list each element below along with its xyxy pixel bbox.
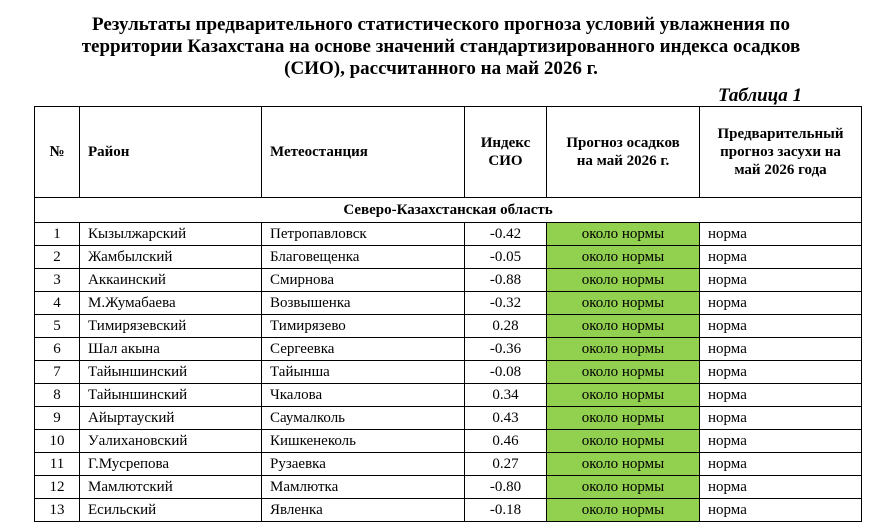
- row-index: -0.32: [465, 292, 547, 315]
- table-row: [35, 223, 862, 246]
- row-drought: норма: [700, 407, 862, 430]
- row-num: 7: [35, 361, 80, 384]
- row-forecast: около нормы: [547, 430, 700, 453]
- row-index: -0.18: [465, 499, 547, 522]
- row-drought: норма: [700, 499, 862, 522]
- row-index: 0.28: [465, 315, 547, 338]
- header-drought-line3: май 2026 года: [734, 162, 827, 178]
- row-drought: норма: [700, 453, 862, 476]
- row-district: Кызылжарский: [80, 223, 262, 246]
- row-index: -0.88: [465, 269, 547, 292]
- row-forecast: около нормы: [547, 292, 700, 315]
- header-index-line2: СИО: [488, 153, 523, 169]
- row-district: Жамбылский: [80, 246, 262, 269]
- header-index: [465, 107, 547, 198]
- row-num: 3: [35, 269, 80, 292]
- header-drought-line2: прогноз засухи на: [720, 144, 841, 160]
- row-index: 0.46: [465, 430, 547, 453]
- row-num: 1: [35, 223, 80, 246]
- row-num: 2: [35, 246, 80, 269]
- row-drought: норма: [700, 338, 862, 361]
- document-title: [0, 14, 882, 80]
- row-forecast: около нормы: [547, 246, 700, 269]
- row-drought: норма: [700, 384, 862, 407]
- row-station: Мамлютка: [262, 476, 465, 499]
- row-station: Явленка: [262, 499, 465, 522]
- row-district: Шал акына: [80, 338, 262, 361]
- row-index: -0.80: [465, 476, 547, 499]
- header-num: №: [35, 107, 80, 198]
- table-row: [35, 407, 862, 430]
- row-forecast: около нормы: [547, 499, 700, 522]
- region-row: [35, 198, 862, 223]
- table-row: [35, 315, 862, 338]
- row-num: 11: [35, 453, 80, 476]
- row-district: М.Жумабаева: [80, 292, 262, 315]
- title-line-3: (СИО), рассчитанного на май 2026 г.: [284, 58, 598, 79]
- row-forecast: около нормы: [547, 338, 700, 361]
- row-forecast: около нормы: [547, 384, 700, 407]
- row-drought: норма: [700, 315, 862, 338]
- header-forecast: [547, 107, 700, 198]
- row-num: 4: [35, 292, 80, 315]
- row-num: 12: [35, 476, 80, 499]
- row-forecast: около нормы: [547, 453, 700, 476]
- row-station: Смирнова: [262, 269, 465, 292]
- header-drought: [700, 107, 862, 198]
- region-name: Северо-Казахстанская область: [35, 198, 862, 223]
- row-index: 0.43: [465, 407, 547, 430]
- row-forecast: около нормы: [547, 407, 700, 430]
- row-station: Кишкенеколь: [262, 430, 465, 453]
- table-row: [35, 292, 862, 315]
- row-index: -0.08: [465, 361, 547, 384]
- row-district: Уалихановский: [80, 430, 262, 453]
- table-row: [35, 384, 862, 407]
- row-station: Чкалова: [262, 384, 465, 407]
- row-district: Тимирязевский: [80, 315, 262, 338]
- row-district: Тайыншинский: [80, 361, 262, 384]
- header-row: [35, 107, 862, 198]
- row-station: Тайынша: [262, 361, 465, 384]
- row-station: Саумалколь: [262, 407, 465, 430]
- row-index: 0.27: [465, 453, 547, 476]
- table-caption: Таблица 1: [717, 85, 802, 106]
- row-forecast: около нормы: [547, 223, 700, 246]
- row-station: Сергеевка: [262, 338, 465, 361]
- table-row: [35, 269, 862, 292]
- header-index-line1: Индекс: [480, 135, 531, 151]
- row-drought: норма: [700, 223, 862, 246]
- header-district: Район: [80, 107, 262, 198]
- table-row: [35, 361, 862, 384]
- row-num: 10: [35, 430, 80, 453]
- row-forecast: около нормы: [547, 269, 700, 292]
- row-index: -0.42: [465, 223, 547, 246]
- row-district: Есильский: [80, 499, 262, 522]
- row-num: 6: [35, 338, 80, 361]
- table-row: [35, 246, 862, 269]
- row-station: Возвышенка: [262, 292, 465, 315]
- row-index: -0.36: [465, 338, 547, 361]
- row-index: -0.05: [465, 246, 547, 269]
- row-district: Тайыншинский: [80, 384, 262, 407]
- row-district: Г.Мусрепова: [80, 453, 262, 476]
- row-num: 13: [35, 499, 80, 522]
- row-station: Петропавловск: [262, 223, 465, 246]
- row-district: Мамлютский: [80, 476, 262, 499]
- table-row: [35, 430, 862, 453]
- header-station: Метеостанция: [262, 107, 465, 198]
- row-forecast: около нормы: [547, 315, 700, 338]
- row-station: Рузаевка: [262, 453, 465, 476]
- row-drought: норма: [700, 361, 862, 384]
- row-drought: норма: [700, 430, 862, 453]
- table-row: [35, 499, 862, 522]
- table-row: [35, 453, 862, 476]
- row-station: Благовещенка: [262, 246, 465, 269]
- header-forecast-line1: Прогноз осадков: [566, 135, 680, 151]
- row-district: Аккаинский: [80, 269, 262, 292]
- header-forecast-line2: на май 2026 г.: [576, 153, 670, 169]
- table-row: [35, 476, 862, 499]
- row-drought: норма: [700, 292, 862, 315]
- title-line-1: Результаты предварительного статистического прогноза условий увлажнения по: [92, 14, 790, 35]
- forecast-table: [34, 106, 862, 522]
- row-district: Айыртауский: [80, 407, 262, 430]
- table-row: [35, 338, 862, 361]
- row-station: Тимирязево: [262, 315, 465, 338]
- header-drought-line1: Предварительный: [717, 126, 844, 142]
- row-drought: норма: [700, 269, 862, 292]
- row-num: 5: [35, 315, 80, 338]
- row-num: 9: [35, 407, 80, 430]
- row-index: 0.34: [465, 384, 547, 407]
- row-drought: норма: [700, 476, 862, 499]
- row-drought: норма: [700, 246, 862, 269]
- title-line-2: территории Казахстана на основе значений стандартизированного индекса осадков: [81, 36, 801, 57]
- row-num: 8: [35, 384, 80, 407]
- row-forecast: около нормы: [547, 476, 700, 499]
- row-forecast: около нормы: [547, 361, 700, 384]
